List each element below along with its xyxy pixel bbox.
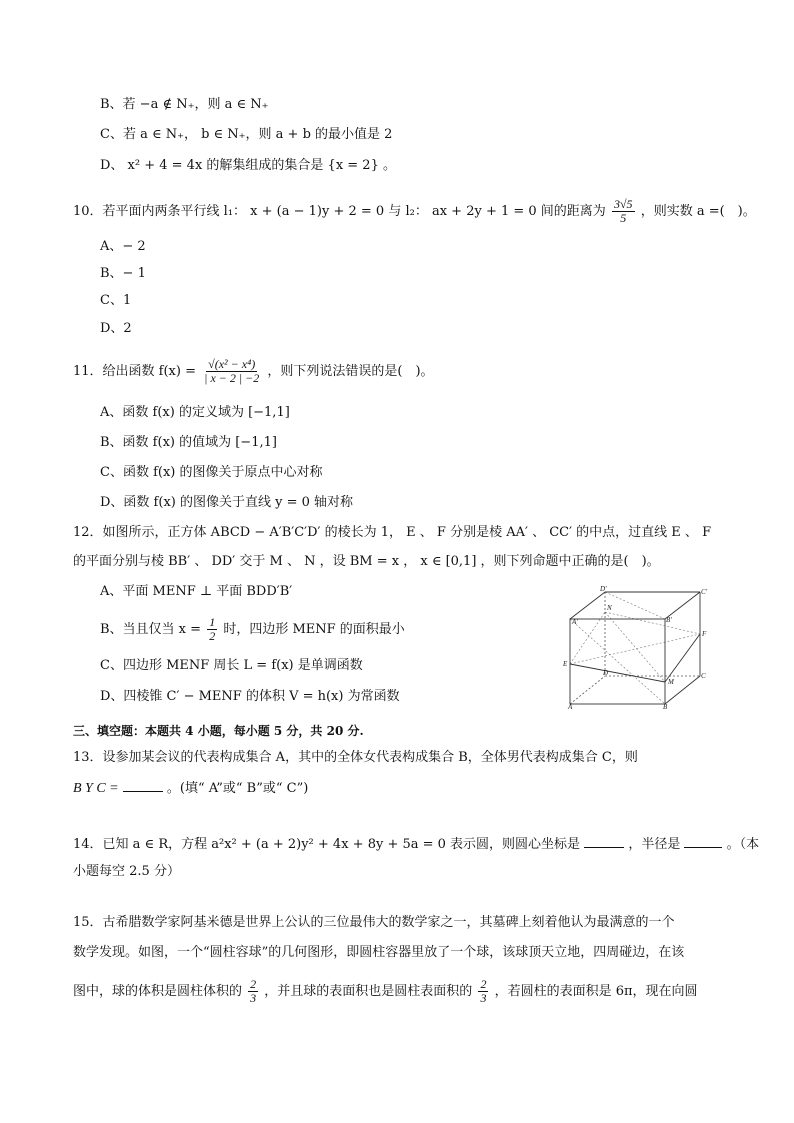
q14-stem-tail: 。（本 bbox=[726, 837, 760, 852]
fraction-numerator: 2 bbox=[250, 977, 257, 991]
q10-option-b: B、− 1 bbox=[100, 266, 146, 281]
q13-expression: B Y C = bbox=[73, 781, 119, 796]
q11-option-c: C、函数 f(x) 的图像关于原点中心对称 bbox=[100, 465, 323, 480]
fraction-numerator: 1 bbox=[209, 615, 216, 629]
section-heading: 三、填空题：本题共 4 小题，每小题 5 分，共 20 分. bbox=[73, 724, 364, 738]
q14-stem-text: 14．已知 a ∈ R，方程 a²x² + (a + 2)y² + 4x + 8y + 5a = 0 表示圆，则圆心坐标是 bbox=[73, 837, 581, 852]
q10-stem bbox=[73, 198, 756, 225]
q11-stem-text: 11．给出函数 f(x) = bbox=[73, 364, 196, 379]
q12-option-a: A、平面 MENF ⊥ 平面 BDD′B′ bbox=[100, 584, 293, 599]
fraction-denominator: 3 bbox=[480, 991, 487, 1005]
q15-fraction-area bbox=[478, 978, 488, 1005]
label-n: N bbox=[607, 604, 612, 612]
q12-option-b-text: B、当且仅当 x = bbox=[100, 622, 202, 637]
label-b: B bbox=[663, 703, 668, 709]
q14-stem-line2: 小题每空 2.5 分） bbox=[73, 864, 180, 879]
q13-stem-line2 bbox=[73, 777, 308, 799]
q12-half-fraction bbox=[207, 616, 217, 643]
label-d: D bbox=[603, 669, 609, 677]
q15-stem-text: 图中，球的体积是圆柱体积的 bbox=[73, 984, 243, 999]
answer-blank bbox=[123, 777, 163, 792]
q11-option-d: D、函数 f(x) 的图像关于直线 y = 0 轴对称 bbox=[100, 495, 354, 510]
q12-option-d: D、四棱锥 C′ − MENF 的体积 V = h(x) 为常函数 bbox=[100, 689, 400, 704]
answer-blank-center bbox=[584, 833, 624, 848]
label-c1: C′ bbox=[701, 588, 708, 596]
label-e: E bbox=[563, 660, 568, 668]
q14-stem-line1 bbox=[73, 833, 759, 855]
q12-stem-line1: 12．如图所示，正方体 ABCD − A′B′C′D′ 的棱长为 1， E 、 F 分别是棱 AA′ 、 CC′ 的中点，过直线 E 、 F bbox=[73, 525, 712, 540]
q12-option-b-tail: 时，四边形 MENF 的面积最小 bbox=[223, 622, 405, 637]
fraction-denominator: | x − 2 | −2 bbox=[204, 371, 260, 385]
q9-option-d: D、 x² + 4 = 4x 的解集组成的集合是 {x = 2} 。 bbox=[100, 158, 396, 173]
q15-stem-line3 bbox=[73, 978, 698, 1005]
q11-function-fraction bbox=[202, 358, 261, 385]
label-d1: D′ bbox=[600, 585, 607, 593]
q13-stem-line1: 13．设参加某会议的代表构成集合 A，其中的全体女代表构成集合 B，全体男代表构成集合 C，则 bbox=[73, 750, 638, 765]
q12-stem-line2: 的平面分别与棱 BB′ 、 DD′ 交于 M 、 N ，设 BM = x ， x ∈ [0,1] ，则下列命题中正确的是( )。 bbox=[73, 554, 660, 569]
fraction-denominator: 2 bbox=[209, 629, 216, 643]
q15-stem-tail: ，若圆柱的表面积是 6π，现在向圆 bbox=[494, 984, 698, 999]
q15-stem-mid: ，并且球的表面积也是圆柱表面积的 bbox=[264, 984, 473, 999]
q11-option-b: B、函数 f(x) 的值域为 [−1,1] bbox=[100, 435, 277, 450]
q10-stem-tail: ，则实数 a =( )。 bbox=[640, 204, 756, 219]
q10-stem-text: 10．若平面内两条平行线 l₁： x + (a − 1)y + 2 = 0 与 l₂： ax + 2y + 1 = 0 间的距离为 bbox=[73, 204, 606, 219]
q9-option-c: C、若 a ∈ N₊， b ∈ N₊，则 a + b 的最小值是 2 bbox=[100, 127, 393, 142]
q15-stem-line2: 数学发现。如图，一个“圆柱容球”的几何图形，即圆柱容器里放了一个球，该球顶天立地，四周碰边，在该 bbox=[73, 945, 685, 960]
fraction-denominator: 3 bbox=[250, 991, 257, 1005]
q11-stem bbox=[73, 358, 434, 385]
fraction-denominator: 5 bbox=[620, 211, 627, 225]
label-c: C bbox=[701, 672, 706, 680]
q12-option-c: C、四边形 MENF 周长 L = f(x) 是单调函数 bbox=[100, 658, 363, 673]
q14-stem-mid: ，半径是 bbox=[628, 837, 681, 852]
label-b1: B′ bbox=[666, 616, 672, 624]
fraction-numerator: 2 bbox=[480, 977, 487, 991]
q11-option-a: A、函数 f(x) 的定义域为 [−1,1] bbox=[100, 405, 290, 420]
q15-stem-line1: 15．古希腊数学家阿基米德是世界上公认的三位最伟大的数学家之一，其墓碑上刻着他认为最满意的一个 bbox=[73, 915, 675, 930]
fraction-numerator: √(x² − x⁴) bbox=[208, 357, 256, 371]
label-a: A bbox=[568, 703, 573, 709]
q15-fraction-volume bbox=[248, 978, 258, 1005]
answer-blank-radius bbox=[684, 833, 722, 848]
label-a1: A′ bbox=[572, 618, 578, 626]
q10-option-a: A、− 2 bbox=[100, 239, 146, 254]
q10-option-d: D、2 bbox=[100, 321, 132, 336]
q13-instruction: 。(填“ A”或“ B”或“ C”) bbox=[166, 781, 309, 796]
q9-option-b: B、若 −a ∉ N₊，则 a ∈ N₊ bbox=[100, 97, 269, 112]
q10-option-c: C、1 bbox=[100, 293, 132, 308]
q10-distance-fraction bbox=[612, 198, 635, 225]
label-m: M bbox=[668, 678, 674, 686]
label-f: F bbox=[702, 630, 707, 638]
q11-stem-tail: ，则下列说法错误的是( )。 bbox=[267, 364, 434, 379]
cube-figure bbox=[560, 584, 720, 709]
q12-option-b bbox=[100, 616, 405, 643]
fraction-numerator: 3√5 bbox=[613, 197, 633, 211]
